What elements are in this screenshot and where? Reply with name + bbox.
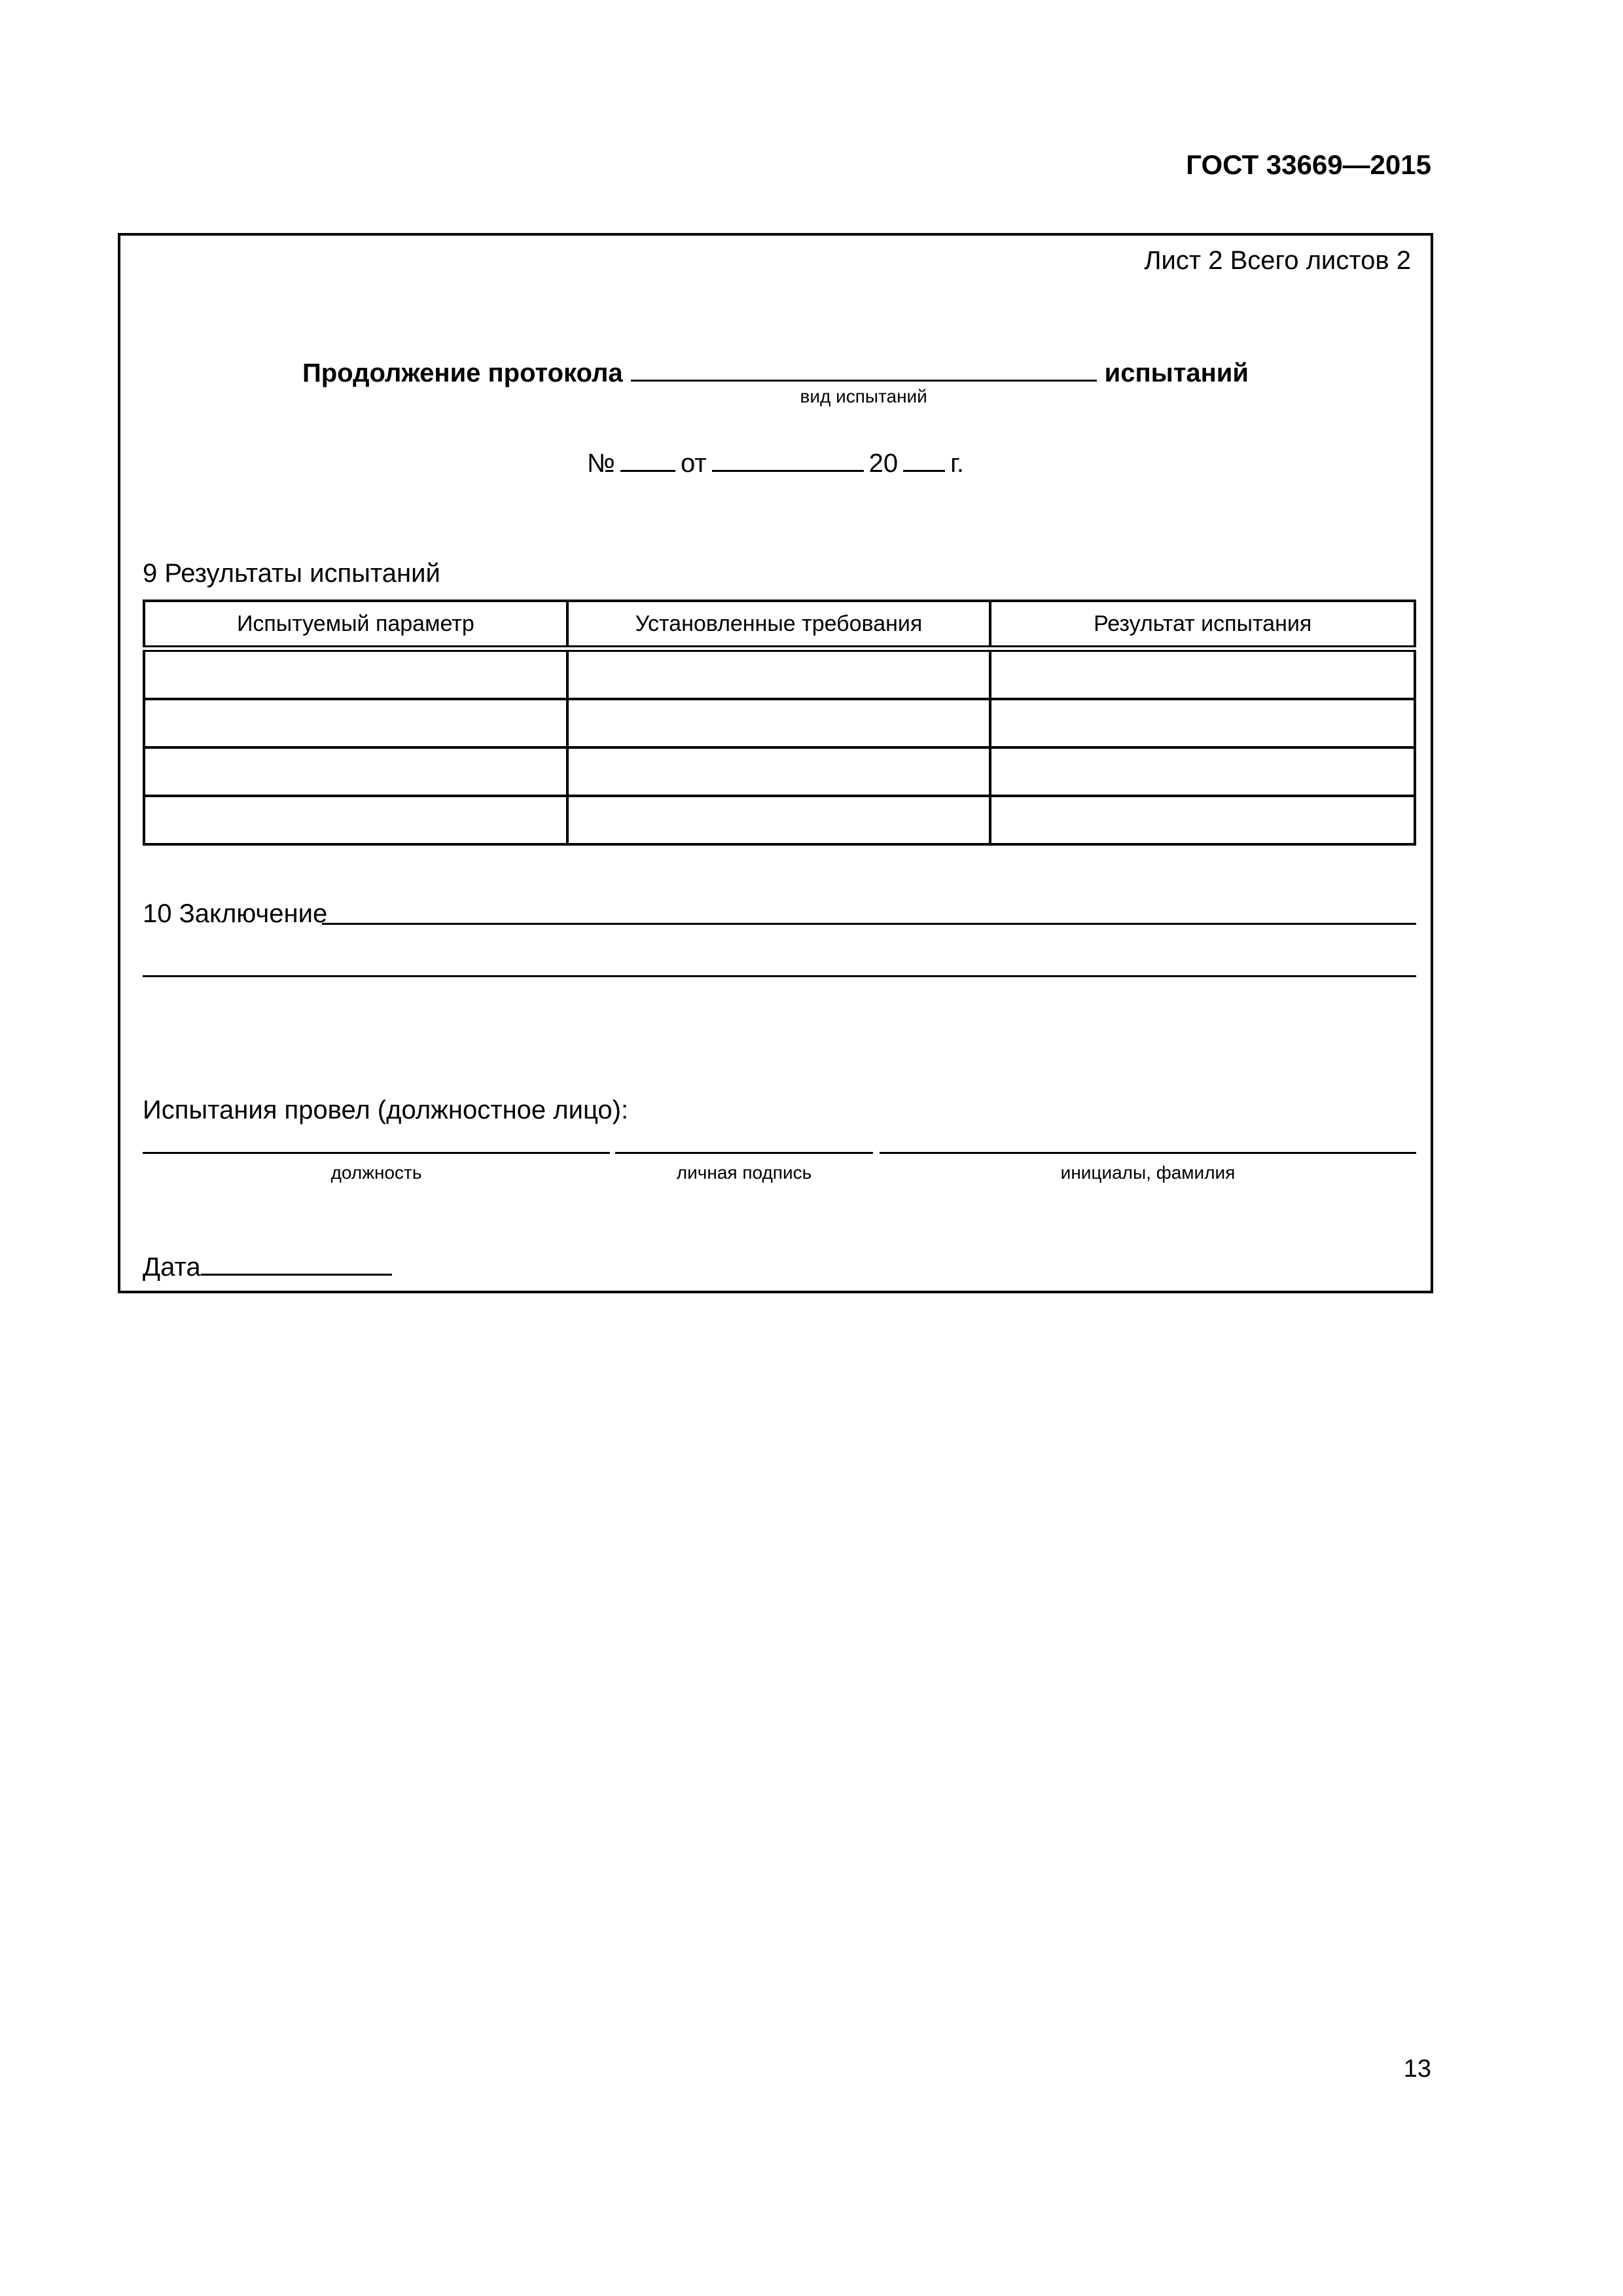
table-cell[interactable]	[567, 649, 991, 699]
signature-field[interactable]	[615, 1152, 873, 1154]
protocol-year-field[interactable]	[903, 448, 945, 472]
protocol-number-field[interactable]	[620, 448, 675, 472]
date-label: Дата	[143, 1253, 201, 1282]
from-label: от	[680, 449, 707, 478]
table-row	[144, 747, 1415, 796]
table-cell[interactable]	[144, 796, 567, 844]
conclusion-field-line2[interactable]	[143, 975, 1416, 977]
header-cell-parameter: Испытуемый параметр	[144, 601, 567, 649]
table-cell[interactable]	[567, 699, 991, 747]
table-cell[interactable]	[990, 649, 1415, 699]
section9-title: 9 Результаты испытаний	[143, 559, 440, 588]
table-header-row	[144, 601, 1415, 649]
table-cell[interactable]	[144, 699, 567, 747]
year-prefix: 20	[868, 449, 899, 478]
table-cell[interactable]	[144, 747, 567, 796]
test-type-field[interactable]	[631, 353, 1097, 406]
title-prefix: Продолжение протокола	[302, 359, 623, 387]
protocol-form-frame	[118, 233, 1433, 1293]
page-number: 13	[1403, 2055, 1431, 2083]
name-field[interactable]	[880, 1152, 1416, 1154]
header-cell-result: Результат испытания	[990, 601, 1415, 649]
date-field[interactable]	[201, 1251, 392, 1276]
protocol-date-field[interactable]	[712, 448, 864, 472]
table-row	[144, 796, 1415, 844]
table-cell[interactable]	[990, 699, 1415, 747]
sheet-info: Лист 2 Всего листов 2	[1144, 246, 1411, 275]
protocol-title	[120, 353, 1431, 406]
table-cell[interactable]	[990, 747, 1415, 796]
name-hint: инициалы, фамилия	[1060, 1162, 1236, 1183]
table-row	[144, 699, 1415, 747]
year-suffix: г.	[950, 449, 964, 478]
standard-code: ГОСТ 33669—2015	[1186, 149, 1431, 180]
title-suffix: испытаний	[1104, 359, 1249, 387]
position-hint: должность	[330, 1162, 422, 1183]
performed-by-label: Испытания провел (должностное лицо):	[143, 1096, 629, 1124]
test-type-hint: вид испытаний	[800, 386, 927, 406]
position-field[interactable]	[143, 1152, 610, 1154]
protocol-number-row	[120, 448, 1431, 478]
date-row	[143, 1251, 392, 1282]
table-cell[interactable]	[567, 747, 991, 796]
table-cell[interactable]	[990, 796, 1415, 844]
number-label: №	[587, 449, 615, 478]
table-cell[interactable]	[567, 796, 991, 844]
results-table	[143, 600, 1416, 846]
table-row	[144, 649, 1415, 699]
header-cell-requirements: Установленные требования	[567, 601, 991, 649]
signature-hint: личная подпись	[676, 1162, 812, 1183]
section10-title: 10 Заключение	[143, 899, 328, 928]
table-cell[interactable]	[144, 649, 567, 699]
conclusion-field-line1[interactable]	[322, 923, 1416, 925]
